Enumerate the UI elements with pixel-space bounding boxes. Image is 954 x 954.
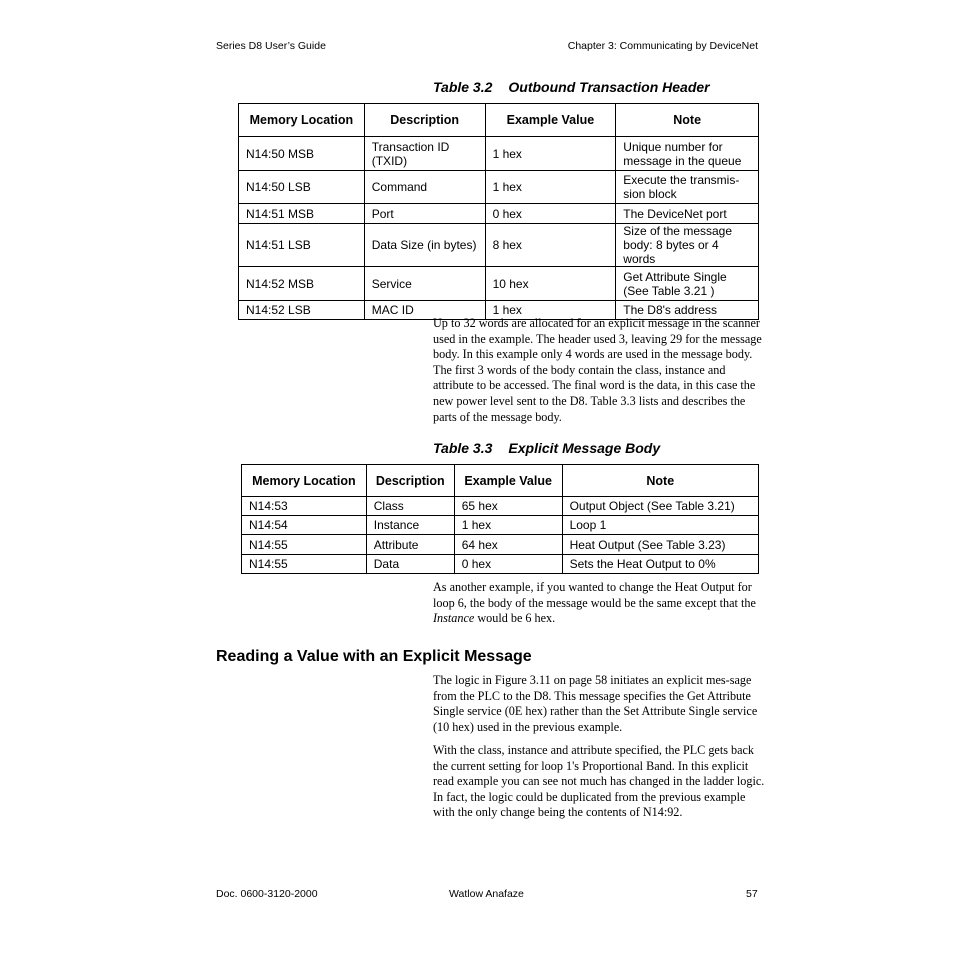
footer-doc-number: Doc. 0600-3120-2000 [216, 888, 318, 900]
table-cell: 1 hex [485, 171, 616, 204]
table-caption-title: Explicit Message Body [508, 440, 661, 456]
table-caption [433, 79, 710, 95]
table-cell: The D8's address [616, 301, 759, 320]
table-row [242, 516, 759, 535]
table-cell: N14:51 LSB [239, 224, 365, 267]
explicit-message-body-table [241, 464, 759, 574]
table-cell: N14:55 [242, 555, 367, 574]
table-cell: 0 hex [454, 555, 562, 574]
table-cell: N14:53 [242, 497, 367, 516]
body-paragraph: Up to 32 words are allocated for an explicit message in the scanner used in the example. The header used 3, leaving 29 for the message body. In this example only 4 words are used in the message body. The first 3 words of the body contain the class, instance and attribute to be accessed. The final word is the data, in this case the new power level sent to the D8. Table 3.3 lists and describes the parts of the message body. [433, 316, 762, 424]
column-header: Memory Location [242, 465, 367, 497]
table-row [239, 171, 759, 204]
table-cell: Loop 1 [562, 516, 758, 535]
table-row [239, 137, 759, 171]
table-header-row [242, 465, 759, 497]
table-cell: N14:54 [242, 516, 367, 535]
table-cell: N14:51 MSB [239, 204, 365, 224]
table-row [239, 224, 759, 267]
column-header: Memory Location [239, 104, 365, 137]
paragraph-italic-text: Instance [433, 611, 475, 626]
table-row [242, 555, 759, 574]
table-cell: Output Object (See Table 3.21) [562, 497, 758, 516]
table-header-row [239, 104, 759, 137]
table-cell: Get Attribute Single (See Table 3.21 ) [616, 267, 759, 301]
running-header-right: Chapter 3: Communicating by DeviceNet [567, 40, 758, 52]
column-header: Example Value [485, 104, 616, 137]
table-cell: 64 hex [454, 535, 562, 555]
column-header: Note [616, 104, 759, 137]
body-paragraph [433, 580, 769, 627]
table-cell: Class [366, 497, 454, 516]
table-cell: 1 hex [485, 301, 616, 320]
table-cell: N14:52 LSB [239, 301, 365, 320]
paragraph-text: would be 6 hex. [474, 611, 556, 626]
table-row [242, 535, 759, 555]
table-cell: N14:55 [242, 535, 367, 555]
table-cell: 1 hex [485, 137, 616, 171]
table-caption-number: Table 3.3 [433, 440, 493, 456]
section-heading: Reading a Value with an Explicit Message [216, 648, 532, 665]
table-cell: 8 hex [485, 224, 616, 267]
table-caption-title: Outbound Transaction Header [508, 79, 710, 95]
column-header: Note [562, 465, 758, 497]
body-paragraph: The logic in Figure 3.11 on page 58 initiates an explicit mes-sage from the PLC to the D8. This message specifies the Get Attribute Single service (0E hex) rather than the Set Attribute Single service (10 hex) used in the previous example. [433, 673, 758, 734]
column-header: Description [366, 465, 454, 497]
table-caption-number: Table 3.2 [433, 79, 493, 95]
table-cell: 65 hex [454, 497, 562, 516]
body-paragraph: With the class, instance and attribute specified, the PLC gets back the current setting for loop 1's Proportional Band. In this explicit read example you can see not much has changed in the ladder logic. In fact, the logic could be duplicated from the previous example with the only change being the contents of N14:92. [433, 743, 765, 820]
column-header: Example Value [454, 465, 562, 497]
table-cell: Data [366, 555, 454, 574]
table-cell: The DeviceNet port [616, 204, 759, 224]
table-cell: Instance [366, 516, 454, 535]
table-cell: 1 hex [454, 516, 562, 535]
table-row [242, 497, 759, 516]
table-cell: MAC ID [364, 301, 485, 320]
table-cell: Transaction ID (TXID) [364, 137, 485, 171]
table-cell: N14:50 LSB [239, 171, 365, 204]
table-cell: Port [364, 204, 485, 224]
outbound-transaction-header-table [238, 103, 759, 320]
table-cell: Command [364, 171, 485, 204]
table-row [239, 204, 759, 224]
table-cell: Heat Output (See Table 3.23) [562, 535, 758, 555]
table-cell: Execute the transmis-sion block [616, 171, 759, 204]
table-cell: 0 hex [485, 204, 616, 224]
table-caption [433, 440, 660, 456]
paragraph-text: As another example, if you wanted to change the Heat Output for loop 6, the body of the message would be the same except that the [433, 580, 756, 610]
table-cell: Sets the Heat Output to 0% [562, 555, 758, 574]
table-row [239, 267, 759, 301]
table-cell: N14:52 MSB [239, 267, 365, 301]
running-header-left: Series D8 User’s Guide [216, 40, 326, 52]
column-header: Description [364, 104, 485, 137]
table-cell: 10 hex [485, 267, 616, 301]
table-cell: Service [364, 267, 485, 301]
table-cell: Attribute [366, 535, 454, 555]
footer-page-number: 57 [746, 888, 758, 900]
table-cell: Unique number for message in the queue [616, 137, 759, 171]
footer-company: Watlow Anafaze [449, 888, 524, 900]
table-cell: Data Size (in bytes) [364, 224, 485, 267]
table-cell: Size of the message body: 8 bytes or 4 words [616, 224, 759, 267]
table-cell: N14:50 MSB [239, 137, 365, 171]
